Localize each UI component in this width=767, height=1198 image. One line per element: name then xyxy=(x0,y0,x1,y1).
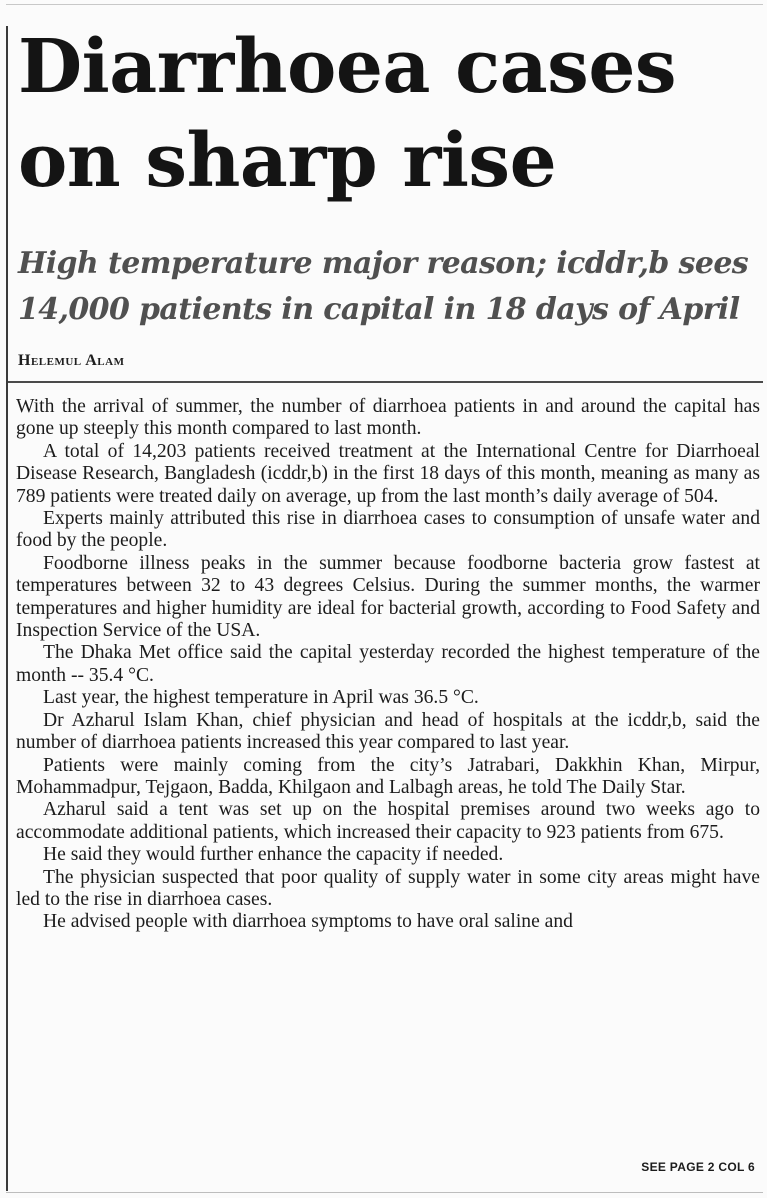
byline-divider-rule xyxy=(8,381,763,383)
body-paragraph: The Dhaka Met office said the capital yesterday recorded the highest temperature of the month -- 35.4 °C. xyxy=(16,642,760,686)
byline: Helemul Alam xyxy=(18,352,125,369)
headline xyxy=(18,20,758,208)
body-paragraph: With the arrival of summer, the number of diarrhoea patients in and around the capital has gone up steeply this month compared to last month. xyxy=(16,396,760,440)
body-paragraph: Patients were mainly coming from the city’s Jatrabari, Dakkhin Khan, Mirpur, Mohammadpur, Tejgaon, Badda, Khilgaon and Lalbagh areas, he told The Daily Star. xyxy=(16,754,760,798)
subheadline-line-2: 14,000 patients in capital in 18 days of April xyxy=(18,292,740,327)
subheadline xyxy=(18,241,763,333)
body-paragraph: He said they would further enhance the capacity if needed. xyxy=(43,844,504,866)
headline-line-1: Diarrhoea cases xyxy=(18,24,677,110)
body-paragraph: Azharul said a tent was set up on the hospital premises around two weeks ago to accommodate additional patients, which increased their capacity to 923 patients from 675. xyxy=(16,799,760,843)
bottom-border-rule xyxy=(6,1192,763,1193)
column-divider-rule xyxy=(6,26,8,1191)
body-paragraph: Foodborne illness peaks in the summer because foodborne bacteria grow fastest at temperatures between 32 to 43 degrees Celsius. During the summer months, the warmer temperatures and higher humidity are ideal for bacterial growth, according to Food Safety and Inspection Service of the USA. xyxy=(16,552,760,642)
body-paragraph: Dr Azharul Islam Khan, chief physician and head of hospitals at the icddr,b, said the number of diarrhoea patients increased this year compared to last year. xyxy=(16,709,760,754)
body-paragraph: A total of 14,203 patients received treatment at the International Centre for Diarrhoeal Disease Research, Bangladesh (icddr,b) in the first 18 days of this month, meaning as many as 789 patients were treated daily on average, up from the last month’s daily average of 504. xyxy=(16,440,760,507)
article-body xyxy=(16,396,760,934)
body-paragraph: Last year, the highest temperature in April was 36.5 °C. xyxy=(43,687,479,709)
body-paragraph: He advised people with diarrhoea symptoms to have oral saline and xyxy=(43,911,573,933)
top-border-rule xyxy=(6,4,763,5)
headline-line-2: on sharp rise xyxy=(18,118,557,204)
subheadline-line-1: High temperature major reason; icddr,b sees xyxy=(18,246,749,281)
body-paragraph: The physician suspected that poor quality of supply water in some city areas might have led to the rise in diarrhoea cases. xyxy=(16,866,760,910)
body-paragraph: Experts mainly attributed this rise in diarrhoea cases to consumption of unsafe water and food by the people. xyxy=(16,508,760,552)
continued-jump-label: SEE PAGE 2 COL 6 xyxy=(641,1160,755,1174)
